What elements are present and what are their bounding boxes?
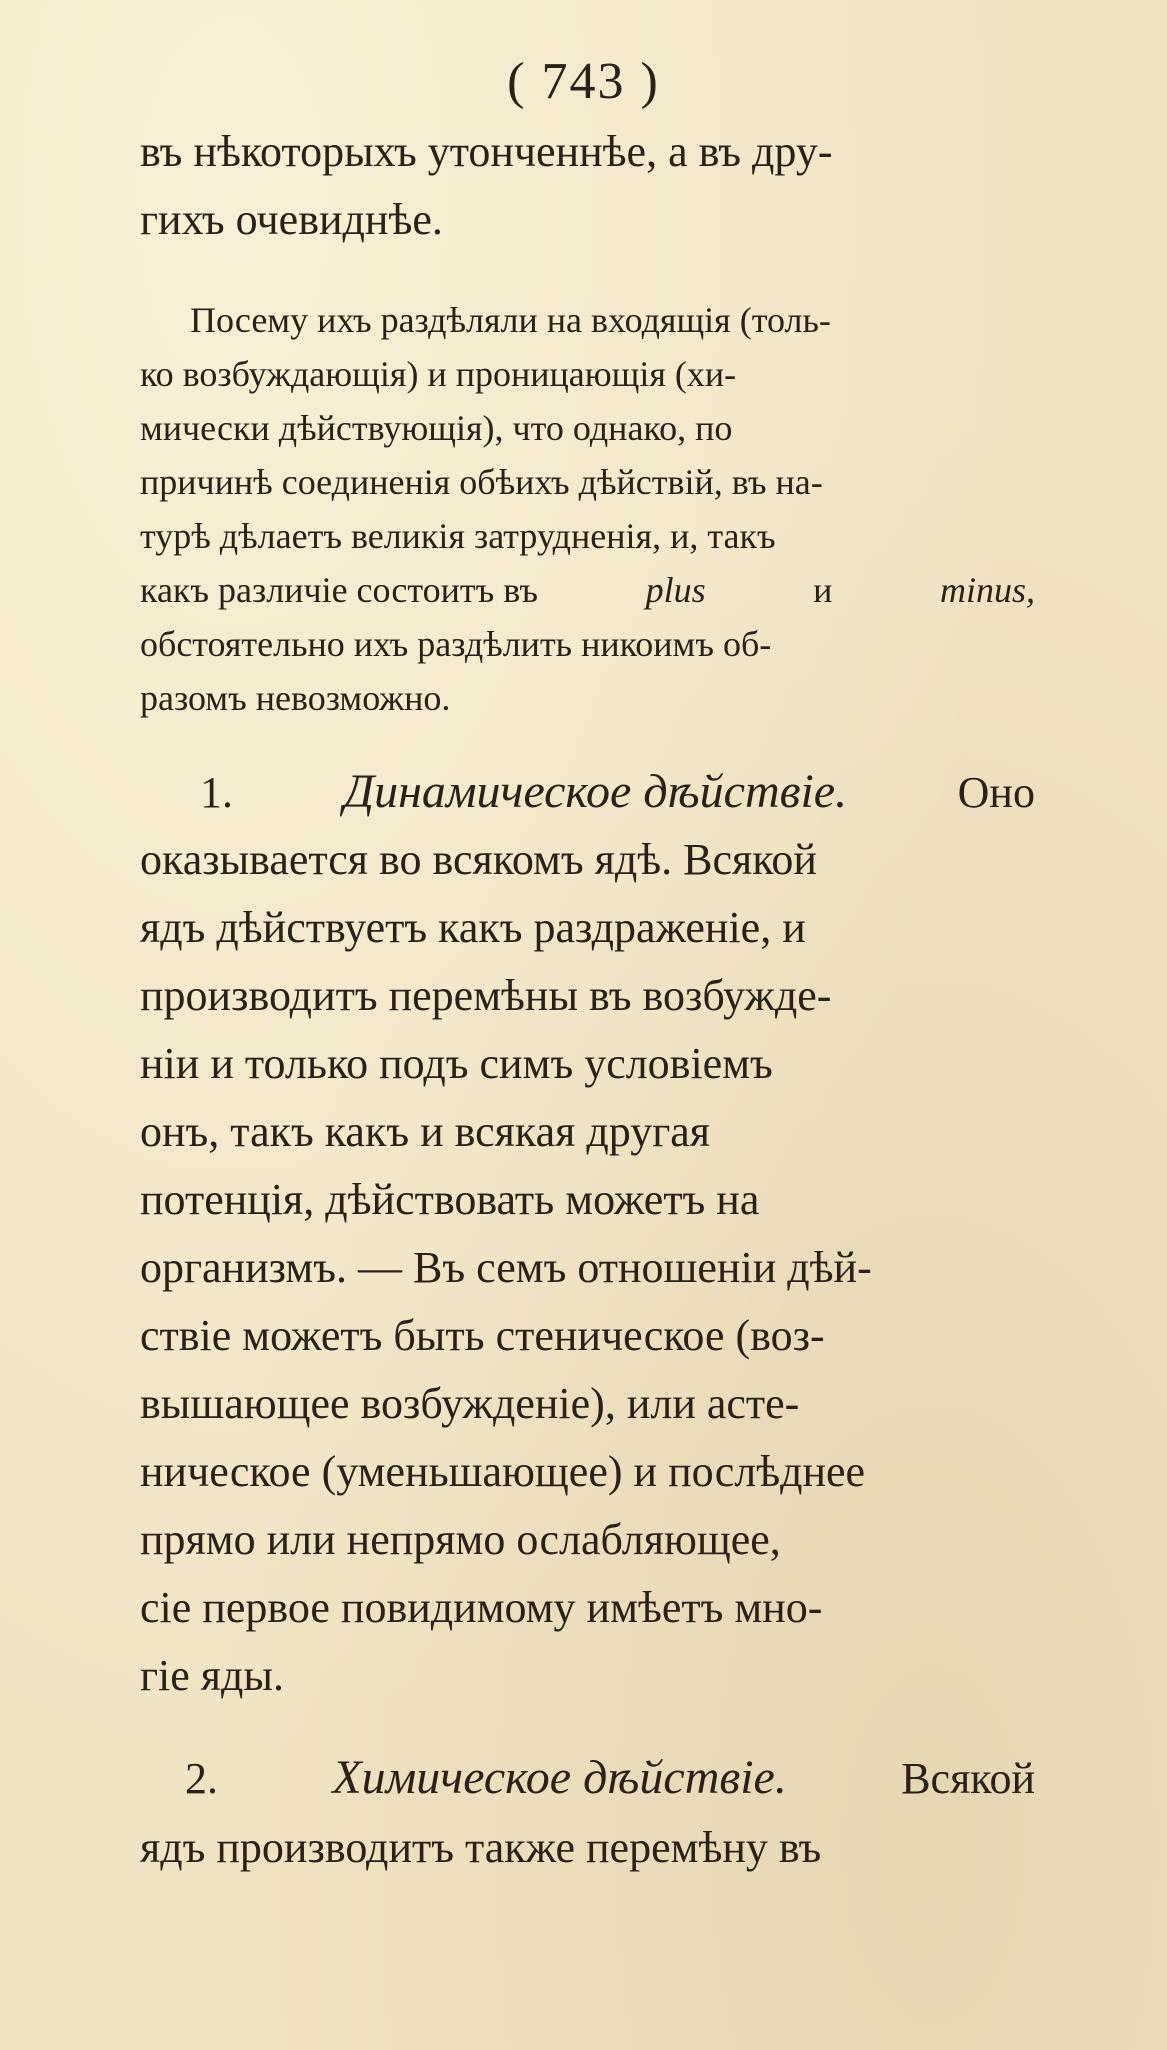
text-line-content: онъ, такъ какъ и всякая другая bbox=[140, 1107, 711, 1156]
text-line bbox=[140, 1444, 1035, 1500]
section-number: 2. bbox=[185, 1754, 218, 1803]
text-line bbox=[140, 1308, 1035, 1364]
text-line bbox=[140, 1240, 1035, 1296]
text-line bbox=[140, 1512, 1035, 1568]
text-line-content: прямо или непрямо ослабляющее, bbox=[140, 1515, 781, 1564]
text-line-content: ко возбуждающія) и проницающія (хи- bbox=[140, 354, 737, 394]
text-line-content: гихъ очевиднѣе. bbox=[140, 195, 443, 244]
text-line-content: ніи и только подъ симъ условіемъ bbox=[140, 1039, 773, 1088]
text-line-content: какъ различіе состоитъ въ bbox=[140, 570, 538, 610]
conjunction: и bbox=[813, 570, 833, 610]
text-line-content: Всякой bbox=[901, 1754, 1035, 1803]
text-line bbox=[140, 566, 1035, 614]
text-line-content: причинѣ соединенія обѣихъ дѣйствій, въ на- bbox=[140, 462, 823, 502]
text-line-content: турѣ дѣлаетъ великія затрудненія, и, такъ bbox=[140, 516, 776, 556]
text-line-content: организмъ. — Въ семъ отношеніи дѣй- bbox=[140, 1243, 872, 1292]
text-line-content: Посему ихъ раздѣляли на входящія (толь- bbox=[190, 300, 831, 340]
text-line bbox=[140, 1104, 1035, 1160]
text-line-content: обстоятельно ихъ раздѣлить никоимъ об- bbox=[140, 624, 772, 664]
text-line bbox=[140, 832, 1035, 888]
text-line-content: разомъ невозможно. bbox=[140, 678, 451, 718]
page-number: ( 743 ) bbox=[507, 53, 660, 110]
text-line bbox=[140, 1036, 1035, 1092]
text-line bbox=[140, 968, 1035, 1024]
text-line-content: мически дѣйствующія), что однако, по bbox=[140, 408, 733, 448]
text-line bbox=[190, 296, 1035, 344]
text-line bbox=[140, 192, 1035, 248]
text-line bbox=[140, 900, 1035, 956]
text-line bbox=[140, 404, 1035, 452]
text-line bbox=[140, 1648, 1035, 1704]
section-number: 1. bbox=[200, 768, 233, 817]
section-title: Химическое дѣйствіе. bbox=[332, 1751, 787, 1804]
text-line bbox=[140, 512, 1035, 560]
text-line-content: ядъ дѣйствуетъ какъ раздраженіе, и bbox=[140, 903, 806, 952]
text-line-content: сіе первое повидимому имѣетъ мно- bbox=[140, 1583, 823, 1632]
latin-term-minus: minus, bbox=[939, 570, 1035, 610]
text-line-content: Оно bbox=[957, 768, 1035, 817]
text-line-content: въ нѣкоторыхъ утонченнѣе, а въ дру- bbox=[140, 127, 833, 176]
text-line-content: вышающее возбужденіе), или асте- bbox=[140, 1379, 800, 1428]
latin-term-plus: plus bbox=[645, 570, 706, 610]
text-line-content: ствіе можетъ быть стеническое (воз- bbox=[140, 1311, 825, 1360]
text-line bbox=[140, 1820, 1035, 1876]
text-line bbox=[140, 350, 1035, 398]
text-line bbox=[140, 1172, 1035, 1228]
text-line bbox=[140, 1376, 1035, 1432]
text-line-content: потенція, дѣйствовать можетъ на bbox=[140, 1175, 760, 1224]
text-line-content: производитъ перемѣны въ возбужде- bbox=[140, 971, 832, 1020]
text-line-content: оказывается во всякомъ ядѣ. Всякой bbox=[140, 835, 817, 884]
text-line bbox=[140, 620, 1035, 668]
text-line bbox=[140, 674, 1035, 722]
section-title: Динамическое дѣйствіе. bbox=[343, 765, 848, 818]
section-heading-line bbox=[200, 764, 1035, 821]
text-line bbox=[140, 458, 1035, 506]
text-line-content: ническое (уменьшающее) и послѣднее bbox=[140, 1447, 866, 1496]
section-heading-line bbox=[185, 1750, 1035, 1807]
text-line-content: ядъ производитъ также перемѣну въ bbox=[140, 1823, 822, 1872]
text-line-content: гіе яды. bbox=[140, 1651, 284, 1700]
text-line bbox=[140, 1580, 1035, 1636]
text-line bbox=[140, 124, 1035, 180]
